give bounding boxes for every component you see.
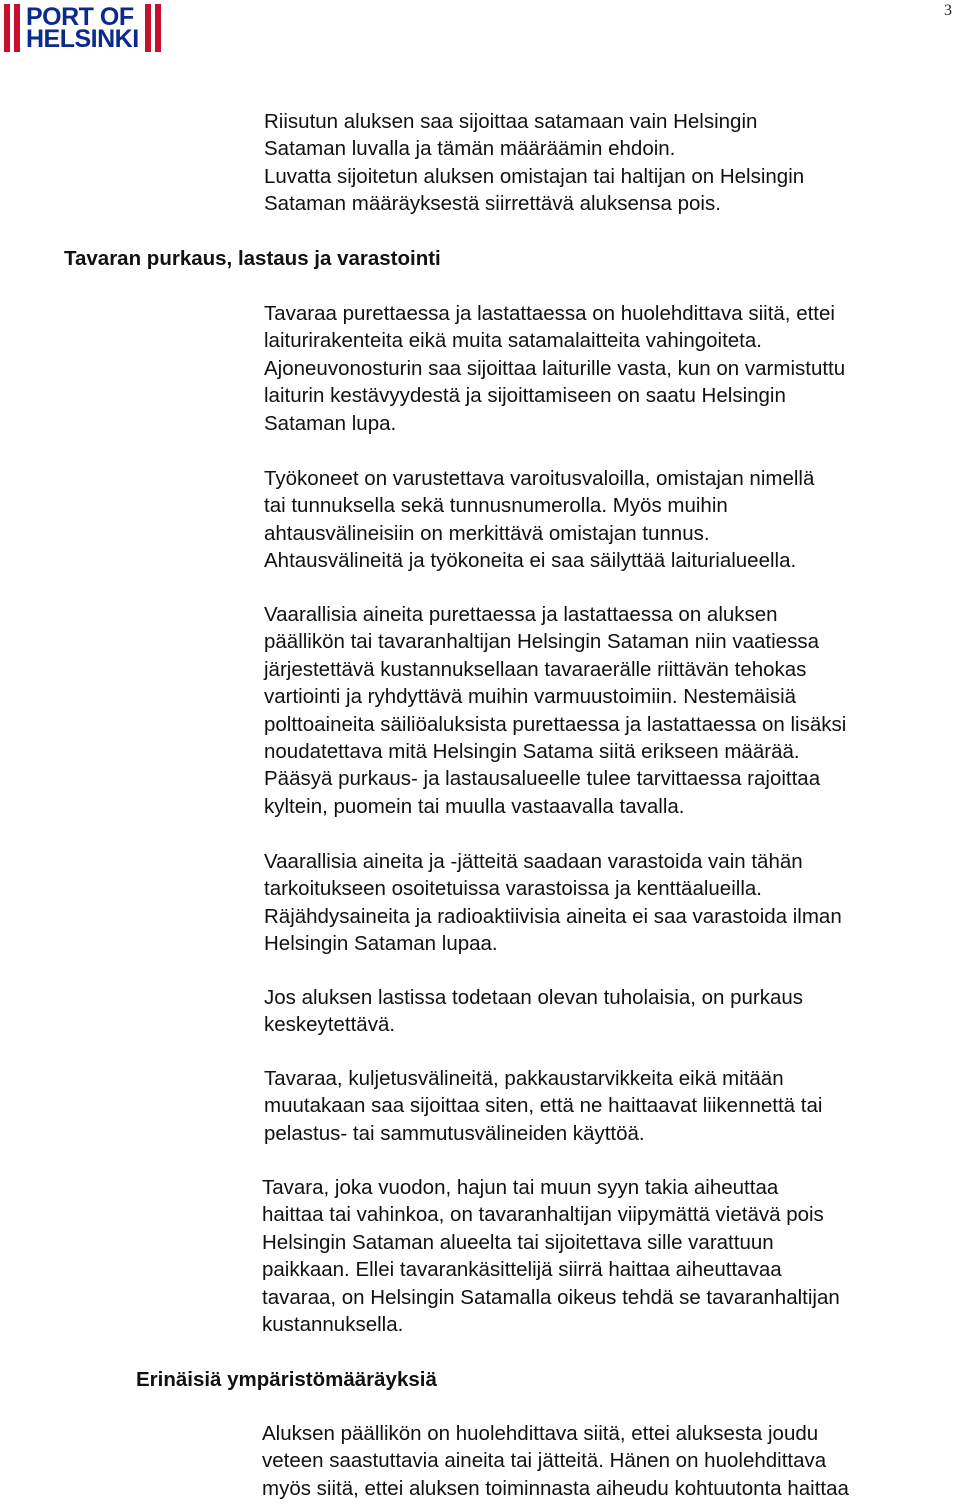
paragraph-work-machines (264, 465, 954, 575)
logo-bar (155, 4, 161, 52)
text-line: Helsingin Sataman alueelta tai sijoitettava sille varattuun (262, 1230, 774, 1254)
paragraph-harmful-cargo (262, 1174, 954, 1338)
paragraph-environment (262, 1420, 954, 1502)
text-line: ahtausvälineisiin on merkittävä omistajan tunnus. (264, 521, 710, 545)
logo-wordmark (26, 4, 139, 52)
text-line: keskeytettävä. (264, 1013, 396, 1037)
paragraph-storage (264, 848, 954, 958)
paragraph-loading (264, 300, 954, 437)
text-line: laiturin kestävyydestä ja sijoittamiseen on saatu Helsingin (264, 384, 786, 408)
text-line: myös siitä, ettei aluksen toiminnasta aiheudu kohtuutonta haittaa (262, 1476, 849, 1500)
text-line: Helsingin Sataman lupaa. (264, 932, 498, 956)
text-line: Aluksen päällikön on huolehdittava siitä, ettei aluksesta joudu (262, 1422, 819, 1445)
text-line: tarkoitukseen osoitetuissa varastoissa ja kenttäalueilla. (264, 877, 762, 901)
text-line: tai tunnuksella sekä tunnusnumerolla. Myös muihin (264, 494, 728, 518)
text-line: Tavaraa, kuljetusvälineitä, pakkaustarvikkeita eikä mitään (264, 1067, 784, 1090)
text-line: muutakaan saa sijoittaa siten, että ne haittaavat liikennettä tai (264, 1094, 823, 1118)
text-line: Pääsyä purkaus- ja lastausalueelle tulee tarvittaessa rajoittaa (264, 767, 821, 791)
text-line: Ahtausvälineitä ja työkoneita ei saa säilyttää laiturialueella. (264, 549, 797, 573)
text-line: laiturirakenteita eikä muita satamalaitteita vahingoiteta. (264, 329, 762, 353)
text-line: Tavara, joka vuodon, hajun tai muun syyn takia aiheuttaa (262, 1176, 779, 1199)
section-heading-environment: Erinäisiä ympäristömääräyksiä (136, 1368, 437, 1391)
text-line: Tavaraa purettaessa ja lastattaessa on huolehdittava siitä, ettei (264, 302, 835, 325)
text-line: Ajoneuvonosturin saa sijoittaa laiturille vasta, kun on varmistuttu (264, 356, 846, 380)
text-line: tavaraa, on Helsingin Satamalla oikeus tehdä se tavaranhaltijan (262, 1285, 840, 1309)
text-line: järjestettävä kustannuksellaan tavaraerälle riittävän tehokas (264, 657, 807, 681)
text-line: päällikön tai tavaranhaltijan Helsingin Sataman niin vaatiessa (264, 630, 819, 654)
logo-bar (145, 4, 151, 52)
logo-bars-right (145, 4, 161, 52)
text-line: Räjähdysaineita ja radioaktiivisia aineita ei saa varastoida ilman (264, 904, 842, 928)
section-heading-cargo: Tavaran purkaus, lastaus ja varastointi (64, 247, 441, 270)
text-line: polttoaineita säiliöaluksista purettaessa ja lastattaessa on lisäksi (264, 712, 847, 736)
text-line: paikkaan. Ellei tavarankäsittelijä siirrä haittaa aiheuttavaa (262, 1258, 782, 1282)
paragraph-placement (264, 1065, 954, 1147)
text-line: Vaarallisia aineita purettaessa ja lastattaessa on aluksen (264, 603, 778, 626)
paragraph-intro (264, 108, 954, 218)
text-line: kyltein, puomein tai muulla vastaavalla tavalla. (264, 794, 685, 818)
paragraph-dangerous-goods (264, 601, 954, 820)
paragraph-pests (264, 984, 954, 1039)
logo-bars-left (4, 4, 20, 52)
text-line: Työkoneet on varustettava varoitusvaloilla, omistajan nimellä (264, 467, 815, 490)
page-number: 3 (944, 2, 952, 19)
logo-line-2: HELSINKI (26, 25, 139, 53)
text-line: kustannuksella. (262, 1313, 404, 1337)
text-line: Sataman määräyksestä siirrettävä aluksensa pois. (264, 192, 721, 216)
text-line: Sataman lupa. (264, 411, 397, 435)
text-line: Vaarallisia aineita ja -jätteitä saadaan varastoida vain tähän (264, 850, 803, 873)
logo-bar (4, 4, 10, 52)
logo-bar (14, 4, 20, 52)
logo-line-1: PORT OF (26, 3, 134, 31)
text-line: Sataman luvalla ja tämän määräämin ehdoin. (264, 137, 676, 161)
text-line: noudatettava mitä Helsingin Satama siitä erikseen määrää. (264, 740, 800, 764)
text-line: pelastus- tai sammutusvälineiden käyttöä. (264, 1121, 645, 1145)
text-line: veteen saastuttavia aineita tai jätteitä. Hänen on huolehdittava (262, 1449, 827, 1473)
text-line: haittaa tai vahinkoa, on tavaranhaltijan viipymättä vietävä pois (262, 1203, 824, 1227)
text-line: Riisutun aluksen saa sijoittaa satamaan vain Helsingin (264, 110, 758, 133)
port-of-helsinki-logo (4, 4, 161, 52)
text-line: Jos aluksen lastissa todetaan olevan tuholaisia, on purkaus (264, 986, 804, 1009)
text-line: vartiointi ja ryhdyttävä muihin varmuustoimiin. Nestemäisiä (264, 685, 797, 709)
text-line: Luvatta sijoitetun aluksen omistajan tai haltijan on Helsingin (264, 164, 805, 188)
